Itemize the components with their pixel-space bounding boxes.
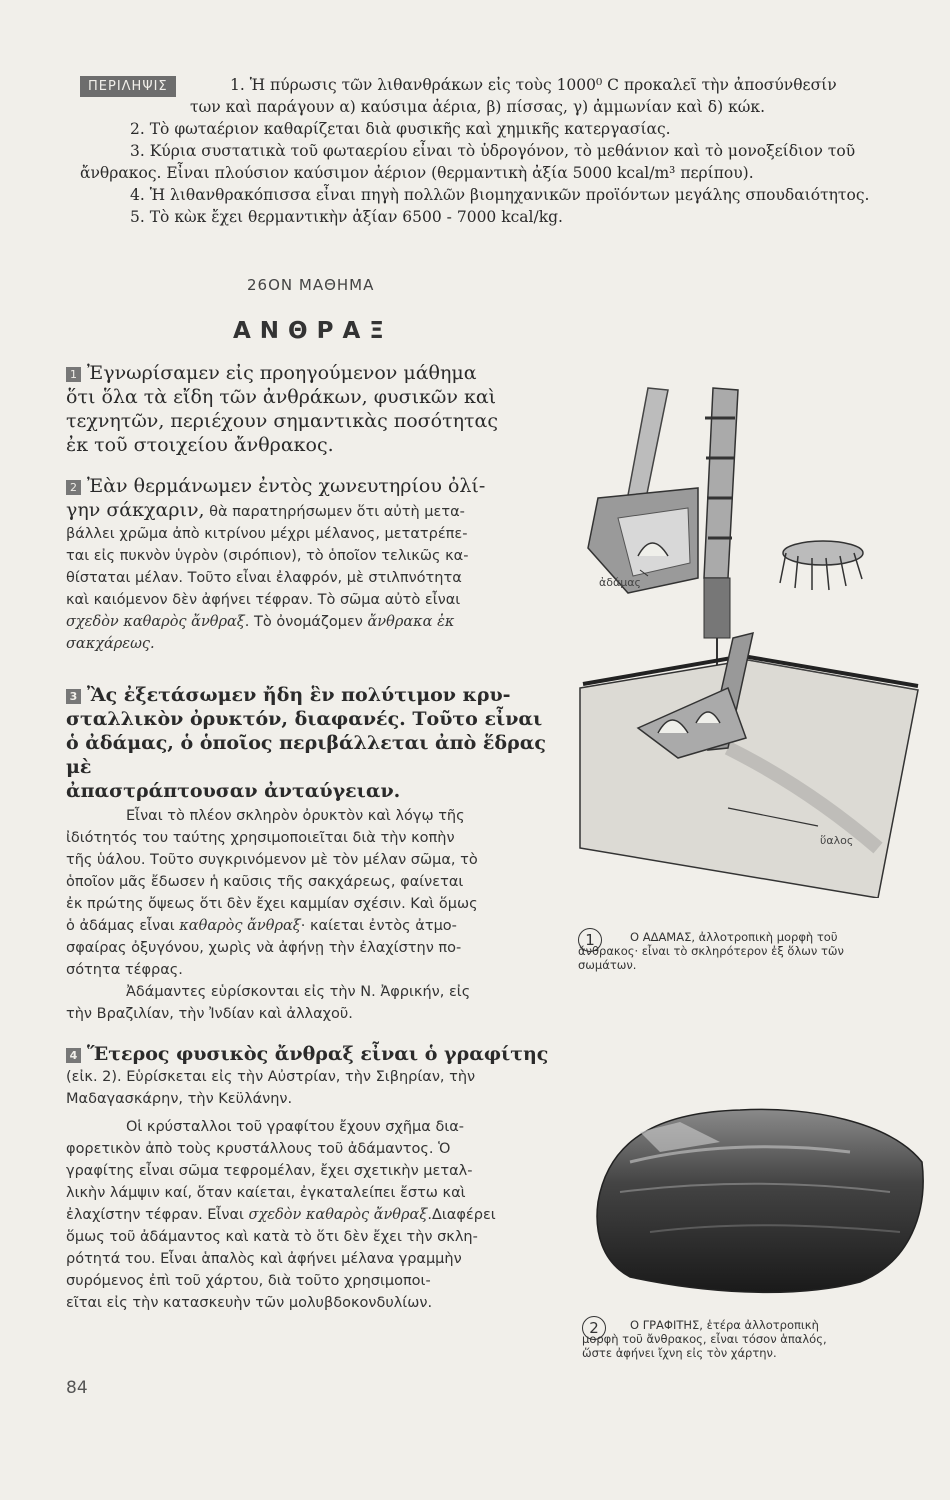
section-2-line: βάλλει χρῶμα ἀπὸ κιτρίνου μέχρι μέλανος, μετατρέπε- — [66, 526, 468, 542]
diamond-label: ἀδάμας — [599, 576, 641, 589]
section-3-line: σταλλικὸν ὀρυκτόν, διαφανές. Τοῦτο εἶναι — [66, 708, 543, 730]
section-3-line: ἀπαστράπτουσαν ἀνταύγειαν. — [66, 780, 401, 802]
section-3-line: ἰδιότητός του ταύτης χρησιμοποιεῖται διὰ τὴν κοπὴν — [66, 830, 455, 846]
figure-1-caption — [578, 930, 928, 972]
figure-1-caption-line: σωμάτων. — [578, 958, 637, 972]
section-3 — [66, 683, 562, 1025]
section-4-line: ὅμως τοῦ ἀδάμαντος καὶ κατὰ τὸ ὅτι δὲν ἔχει τὴν σκλη- — [66, 1229, 478, 1245]
figure-2-caption-line: ὥστε ἀφήνει ἴχνη εἰς τὸν χάρτην. — [582, 1346, 777, 1360]
section-4-line: λικὴν λάμψιν καί, ὅταν καίεται, ἐγκαταλείπει ἔστω καὶ — [66, 1185, 466, 1201]
summary-item-1-line2: των καὶ παράγουν α) καύσιμα ἀέρια, β) πίσσας, γ) ἀμμωνίαν καὶ δ) κώκ. — [190, 98, 766, 116]
section-3-line: σότητα τέφρας. — [66, 962, 183, 978]
section-3-line: ἐκ πρώτης ὄψεως ὅτι δὲν ἔχει καμμίαν σχέσιν. Καὶ ὅμως — [66, 896, 478, 912]
section-4-line: εῖται εἰς τὴν κατασκευὴν τῶν μολυβδοκονδυλίων. — [66, 1295, 433, 1311]
summary-item-4: 4. Ἡ λιθανθρακόπισσα εἶναι πηγὴ πολλῶν βιομηχανικῶν προϊόντων μεγάλης σπουδαιότητος. — [130, 186, 870, 204]
section-number-badge: 1 — [66, 367, 81, 382]
summary-item-3-line1: 3. Κύρια συστατικὰ τοῦ φωταερίου εἶναι τὸ ὑδρογόνον, τὸ μεθάνιον καὶ τὸ μονοξείδιον τοῦ — [130, 142, 856, 160]
lesson-title: ΑΝΘΡΑΞ — [233, 318, 393, 344]
section-3-line: 3 Ἂς ἐξετάσωμεν ἤδη ἓν πολύτιμον κρυ- — [66, 683, 562, 707]
section-2-line: ται εἰς πυκνὸν ὑγρὸν (σιρόπιον), τὸ ὁποῖον τελικῶς κα- — [66, 548, 469, 564]
section-number-badge: 2 — [66, 480, 81, 495]
section-number-badge: 3 — [66, 689, 81, 704]
section-3-line: τῆς ὑάλου. Τοῦτο συγκρινόμενον μὲ τὸν μέλαν σῶμα, τὸ — [66, 852, 478, 868]
section-3-line: ὁ ἀδάμας εἶναι καθαρὸς ἄνθραξ· καίεται ἐντὸς ἀτμο- — [66, 918, 457, 934]
section-3-line: ὁποῖον μᾶς ἔδωσεν ἡ καῦσις τῆς σακχάρεως, φαίνεται — [66, 874, 464, 890]
section-1 — [66, 361, 562, 457]
section-2-line: γην σάκχαριν, θὰ παρατηρήσωμεν ὅτι αὐτὴ μετα- — [66, 499, 465, 521]
section-1-line: ὅτι ὅλα τὰ εἴδη τῶν ἀνθράκων, φυσικῶν καὶ — [66, 386, 497, 408]
section-4-line: (εἰκ. 2). Εὑρίσκεται εἰς τὴν Αὐστρίαν, τὴν Σιβηρίαν, τὴν — [66, 1069, 476, 1085]
section-2-line: καὶ καιόμενον δὲν ἀφήνει τέφραν. Τὸ σῶμα αὐτὸ εἶναι — [66, 592, 461, 608]
section-4 — [66, 1042, 562, 1314]
graphite-illustration — [590, 1092, 930, 1302]
section-3-line: σφαίρας ὀξυγόνου, χωρὶς νὰ ἀφήνῃ τὴν ἐλαχίστην πο- — [66, 940, 462, 956]
section-4-line: 4 Ἕτερος φυσικὸς ἄνθραξ εἶναι ὁ γραφίτης — [66, 1042, 562, 1066]
page-number: 84 — [66, 1378, 88, 1398]
summary-item-5: 5. Τὸ κὼκ ἔχει θερμαντικὴν ἀξίαν 6500 - 7000 kcal/kg. — [130, 208, 563, 226]
section-4-line: γραφίτης εἶναι σῶμα τεφρομέλαν, ἔχει σχετικὴν μεταλ- — [66, 1163, 473, 1179]
section-3-line: τὴν Βραζιλίαν, τὴν Ἰνδίαν καὶ ἀλλαχοῦ. — [66, 1006, 353, 1022]
figure-2-caption-line: μορφὴ τοῦ ἄνθρακος, εἶναι τόσον ἁπαλός, — [582, 1332, 827, 1346]
section-number-badge: 4 — [66, 1048, 81, 1063]
figure-2-caption — [582, 1318, 932, 1360]
section-1-line: 1 Ἐγνωρίσαμεν εἰς προηγούμενον μάθημα — [66, 361, 562, 385]
summary-item-2: 2. Τὸ φωταέριον καθαρίζεται διὰ φυσικῆς καὶ χημικῆς κατεργασίας. — [130, 120, 671, 138]
glass-label: ὕαλος — [820, 834, 854, 847]
section-3-line: Ἀδάμαντες εὑρίσκονται εἰς τὴν Ν. Ἀφρικήν, εἰς — [126, 984, 471, 1000]
summary-badge: ΠΕΡΙΛΗΨΙΣ — [80, 76, 176, 97]
section-2 — [66, 474, 562, 655]
section-4-line: συρόμενος ἐπὶ τοῦ χάρτου, διὰ τοῦτο χρησιμοποι- — [66, 1273, 431, 1289]
summary-block — [80, 74, 920, 228]
figure-1-caption-line: ἄνθρακος· εἶναι τὸ σκληρότερον ἐξ ὅλων τῶν — [578, 944, 844, 958]
summary-item-3-line2: ἄνθρακος. Εἶναι πλούσιον καύσιμον ἀέριον (θερμαντικὴ ἀξία 5000 kcal/m³ περίπου). — [80, 164, 754, 182]
figure-1-caption-line: Ο ΑΔΑΜΑΣ, ἀλλοτροπικὴ μορφὴ τοῦ — [630, 930, 838, 944]
section-4-line: Μαδαγασκάρην, τὴν Κεϋλάνην. — [66, 1091, 293, 1107]
section-4-line: ρότητά του. Εἶναι ἁπαλὸς καὶ ἀφήνει μέλανα γραμμὴν — [66, 1251, 462, 1267]
section-2-line: θίσταται μέλαν. Τοῦτο εἶναι ἐλαφρόν, μὲ στιλπνότητα — [66, 570, 462, 586]
figure-1-number: 1 — [578, 928, 602, 952]
section-1-line: τεχνητῶν, περιέχουν σημαντικὰς ποσότητας — [66, 410, 498, 432]
section-3-line: ὁ ἀδάμας, ὁ ὁποῖος περιβάλλεται ἀπὸ ἕδρας μὲ — [66, 732, 546, 778]
summary-item-1-line1: 1. Ἡ πύρωσις τῶν λιθανθράκων εἰς τοὺς 1000⁰ C προκαλεῖ τὴν ἀποσύνθεσίν — [230, 76, 837, 94]
section-4-line: φορετικὸν ἀπὸ τοὺς κρυστάλλους τοῦ ἀδάμαντος. Ὁ — [66, 1141, 451, 1157]
section-2-line: 2 Ἐὰν θερμάνωμεν ἐντὸς χωνευτηρίου ὀλί- — [66, 474, 562, 498]
section-4-line: ἐλαχίστην τέφραν. Εἶναι σχεδὸν καθαρὸς ἄνθραξ.Διαφέρει — [66, 1207, 496, 1223]
figure-2-number: 2 — [582, 1316, 606, 1340]
section-4-line: Οἱ κρύσταλλοι τοῦ γραφίτου ἔχουν σχῆμα δια- — [126, 1119, 465, 1135]
section-1-line: ἐκ τοῦ στοιχείου ἄνθρακος. — [66, 434, 334, 456]
figure-2-caption-line: Ο ΓΡΑΦΙΤΗΣ, ἑτέρα ἀλλοτροπικὴ — [630, 1318, 819, 1332]
lesson-number: 26ΟΝ ΜΑΘΗΜΑ — [247, 276, 375, 294]
section-2-line: σχεδὸν καθαρὸς ἄνθραξ. Τὸ ὀνομάζομεν ἄνθρακα ἐκ — [66, 614, 455, 630]
section-3-line: Εἶναι τὸ πλέον σκληρὸν ὀρυκτὸν καὶ λόγῳ τῆς — [126, 808, 465, 824]
section-2-line: σακχάρεως. — [66, 636, 155, 652]
diamond-cutter-illustration — [578, 378, 930, 898]
